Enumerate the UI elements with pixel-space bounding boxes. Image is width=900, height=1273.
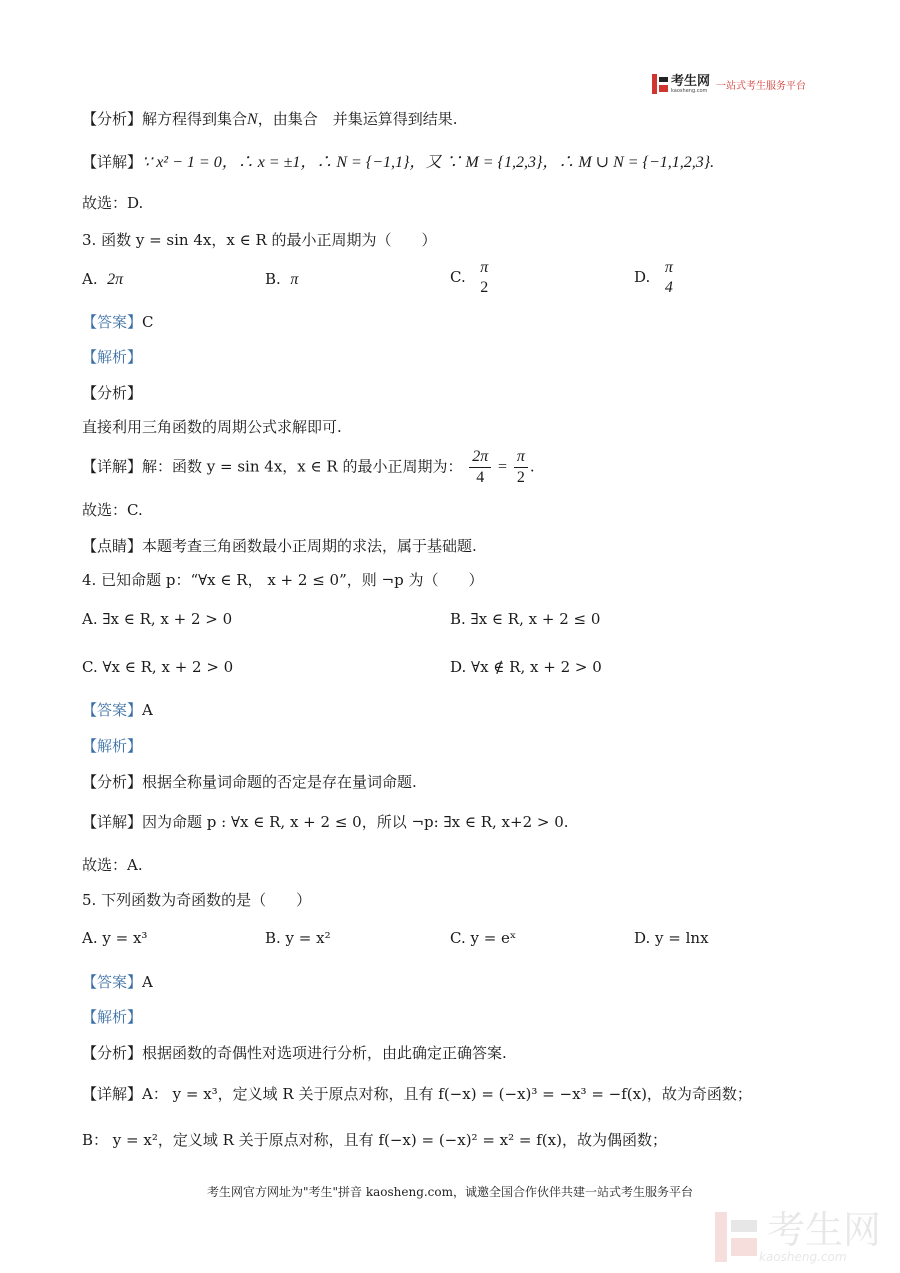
q5-option-d: D. y = lnx bbox=[634, 929, 709, 947]
q4-option-b: B. ∃x ∈ R, x + 2 ≤ 0 bbox=[450, 610, 601, 628]
q4-choice: 故选：A. bbox=[82, 856, 143, 874]
q3-choice: 故选：C. bbox=[82, 501, 143, 519]
q4-analysis: 【分析】根据全称量词命题的否定是存在量词命题. bbox=[82, 773, 417, 791]
q4-option-a: A. ∃x ∈ R, x + 2 > 0 bbox=[82, 610, 233, 628]
q4-option-c: C. ∀x ∈ R, x + 2 > 0 bbox=[82, 658, 234, 676]
q4-explain-label: 【解析】 bbox=[82, 737, 143, 755]
q3-option-c: C. π 2 bbox=[450, 259, 489, 296]
watermark-url: kaosheng.com bbox=[759, 1250, 847, 1264]
q5-option-b: B. y = x² bbox=[265, 929, 331, 947]
q5-stem: 5. 下列函数为奇函数的是（ ） bbox=[82, 891, 312, 909]
q4-stem: 4. 已知命题 p：“∀x ∈ R， x + 2 ≤ 0”，则 ¬p 为（ ） bbox=[82, 571, 484, 589]
q5-detail-a: 【详解】A： y = x³，定义域 R 关于原点对称，且有 f(−x) = (−x)³ = −x³ = −f(x)，故为奇函数； bbox=[82, 1085, 752, 1103]
q3-answer: 【答案】C bbox=[82, 313, 154, 331]
q3-analysis: 直接利用三角函数的周期公式求解即可. bbox=[82, 418, 342, 436]
q4-option-d: D. ∀x ∉ R, x + 2 > 0 bbox=[450, 658, 602, 676]
logo-url: kaosheng.com bbox=[671, 87, 708, 94]
q3-stem: 3. 函数 y = sin 4x，x ∈ R 的最小正周期为（ ） bbox=[82, 231, 437, 249]
watermark-logo-icon bbox=[715, 1212, 759, 1262]
q5-analysis: 【分析】根据函数的奇偶性对选项进行分析，由此确定正确答案. bbox=[82, 1044, 507, 1062]
q5-option-a: A. y = x³ bbox=[82, 929, 148, 947]
q3-detail: 【详解】解：函数 y = sin 4x，x ∈ R 的最小正周期为： $\frac{2\pi}{4}$ = $\frac{\pi}{2}$ . bbox=[82, 448, 535, 486]
q5-explain-label: 【解析】 bbox=[82, 1008, 143, 1026]
prev-analysis: 【分析】解方程得到集合N，由集合 并集运算得到结果. bbox=[82, 110, 458, 128]
q4-answer: 【答案】A bbox=[82, 701, 153, 719]
prev-detail: 【详解】∵ x² − 1 = 0，∴ x = ±1，∴ N = {−1,1}，又 ∵ M = {1,2,3}，∴ M ∪ N = {−1,1,2,3}. bbox=[82, 153, 715, 171]
logo-text: 考生网 bbox=[671, 73, 711, 89]
q3-option-b: B. π bbox=[265, 270, 299, 288]
q3-comment: 【点睛】本题考查三角函数最小正周期的求法，属于基础题. bbox=[82, 537, 477, 555]
q5-answer: 【答案】A bbox=[82, 973, 153, 991]
watermark-text: 考生网 bbox=[767, 1208, 882, 1252]
q5-detail-b: B： y = x²，定义域 R 关于原点对称，且有 f(−x) = (−x)² = x² = f(x)，故为偶函数； bbox=[82, 1131, 667, 1149]
header-logo bbox=[652, 72, 806, 96]
prev-choice: 故选：D. bbox=[82, 194, 144, 212]
footer-text: 考生网官方网址为"考生"拼音 kaosheng.com，诚邀全国合作伙伴共建一站式考生服务平台 bbox=[206, 1185, 694, 1199]
q4-detail: 【详解】因为命题 p : ∀x ∈ R, x + 2 ≤ 0，所以 ¬p: ∃x ∈ R, x+2 > 0. bbox=[82, 813, 569, 831]
q3-analysis-label: 【分析】 bbox=[82, 384, 143, 402]
logo-slogan: 一站式考生服务平台 bbox=[716, 80, 807, 92]
q3-explain-label: 【解析】 bbox=[82, 348, 143, 366]
q3-option-d: D. π 4 bbox=[634, 259, 673, 296]
logo-mark-icon bbox=[652, 74, 668, 94]
q3-option-a: A. 2π bbox=[82, 270, 124, 288]
watermark bbox=[715, 1210, 881, 1264]
q5-option-c: C. y = eˣ bbox=[450, 929, 517, 947]
